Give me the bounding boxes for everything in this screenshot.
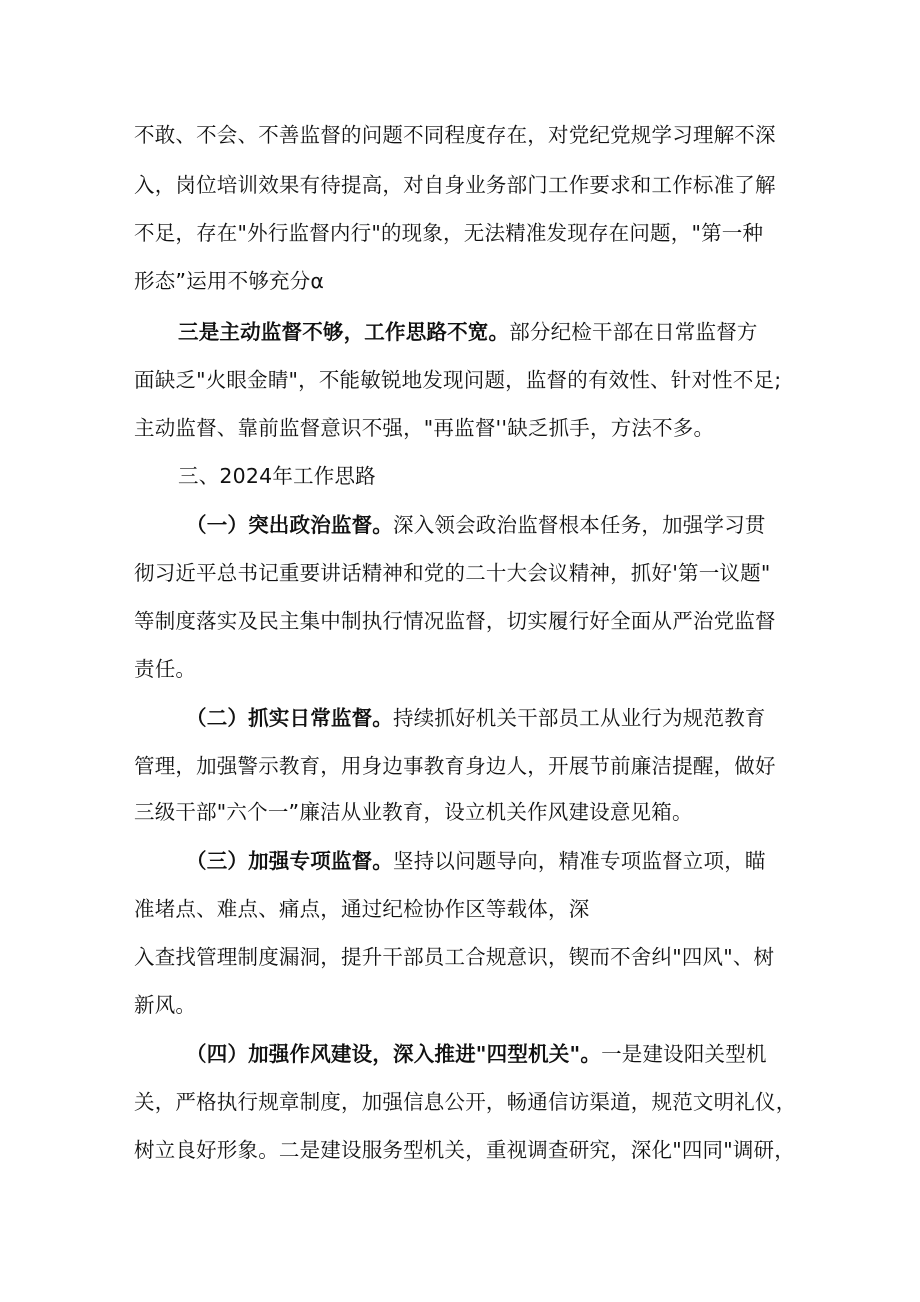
text-segment: 三、2024年工作思路 bbox=[178, 464, 376, 488]
paragraph-line bbox=[134, 942, 774, 972]
text-segment: 关，严格执行规章制度，加强信息公开，畅通信访渠道，规范文明礼仪， bbox=[134, 1090, 797, 1114]
text-segment: 新风。 bbox=[134, 993, 197, 1017]
paragraph-heading-line bbox=[186, 703, 766, 733]
text-segment: 管理，加强警示教育，用身边事教育身边人，开展节前廉洁提醒，做好 bbox=[134, 754, 776, 778]
paragraph-heading-line bbox=[186, 510, 766, 540]
bold-heading: （二）抓实日常监督。 bbox=[186, 706, 393, 730]
bold-heading: （三）加强专项监督。 bbox=[186, 849, 393, 873]
text-segment: 部分纪检干部在日常监督方 bbox=[509, 320, 758, 344]
paragraph-heading-line bbox=[178, 317, 758, 347]
text-segment: 坚持以问题导向，精准专项监督立项，瞄 bbox=[393, 849, 766, 873]
paragraph-line bbox=[134, 1087, 796, 1117]
paragraph-heading-line bbox=[186, 846, 766, 876]
paragraph-line bbox=[134, 654, 196, 684]
text-segment: 树立良好形象。二是建设服务型机关，重视调查研究，深化"四同"调研， bbox=[134, 1138, 795, 1162]
bold-heading: 三是主动监督不够，工作思路不宽。 bbox=[178, 320, 510, 344]
paragraph-line bbox=[134, 120, 776, 150]
text-segment: 一是建设阳关型机 bbox=[601, 1042, 767, 1066]
paragraph-line bbox=[134, 413, 714, 443]
bold-heading: （一）突出政治监督。 bbox=[186, 513, 393, 537]
paragraph-line bbox=[134, 894, 589, 924]
text-segment: 持续抓好机关干部员工从业行为规范教育 bbox=[393, 706, 766, 730]
text-segment: 不敢、不会、不善监督的问题不同程度存在，对党纪党规学习理解不深 bbox=[134, 123, 776, 147]
text-segment: 入查找管理制度漏洞，提升干部员工合规意识，锲而不舍纠"四风"、树 bbox=[134, 945, 775, 969]
paragraph-line bbox=[134, 170, 776, 200]
text-segment: 面缺乏"火眼金睛"，不能敏锐地发现问题，监督的有效性、针对性不足; bbox=[134, 368, 782, 392]
paragraph-line bbox=[134, 990, 196, 1020]
paragraph-line bbox=[134, 606, 776, 636]
paragraph-line bbox=[134, 751, 776, 781]
bold-heading: （四）加强作风建设，深入推进"四型机关"。 bbox=[186, 1042, 602, 1066]
paragraph-line bbox=[134, 218, 763, 248]
paragraph-line bbox=[134, 365, 781, 395]
text-segment: 责任。 bbox=[134, 657, 197, 681]
paragraph-line bbox=[134, 1135, 795, 1165]
text-segment: 不足，存在"外行监督内行"的现象，无法精准发现存在问题，"第一种 bbox=[134, 221, 764, 245]
paragraph-line bbox=[134, 558, 770, 588]
text-segment: 深入领会政治监督根本任务，加强学习贯 bbox=[393, 513, 766, 537]
text-segment: 彻习近平总书记重要讲话精神和党的二十大会议精神，抓好'第一议题" bbox=[134, 561, 771, 585]
text-segment: 形态”运用不够充分α bbox=[134, 269, 325, 293]
paragraph-line bbox=[134, 797, 693, 827]
text-segment: 准堵点、难点、痛点，通过纪检协作区等载体，深 bbox=[134, 897, 590, 921]
text-segment: 主动监督、靠前监督意识不强，"再监督''缺乏抓手，方法不多。 bbox=[134, 416, 715, 440]
text-segment: 三级干部"六个一”廉洁从业教育，设立机关作风建设意见箱。 bbox=[134, 800, 693, 824]
paragraph-heading-line bbox=[186, 1039, 767, 1069]
text-segment: 等制度落实及民主集中制执行情况监督，切实履行好全面从严治党监督 bbox=[134, 609, 776, 633]
section-heading bbox=[178, 461, 376, 491]
text-segment: 入，岗位培训效果有待提高，对自身业务部门工作要求和工作标准了解 bbox=[134, 173, 776, 197]
paragraph-line bbox=[134, 266, 324, 296]
